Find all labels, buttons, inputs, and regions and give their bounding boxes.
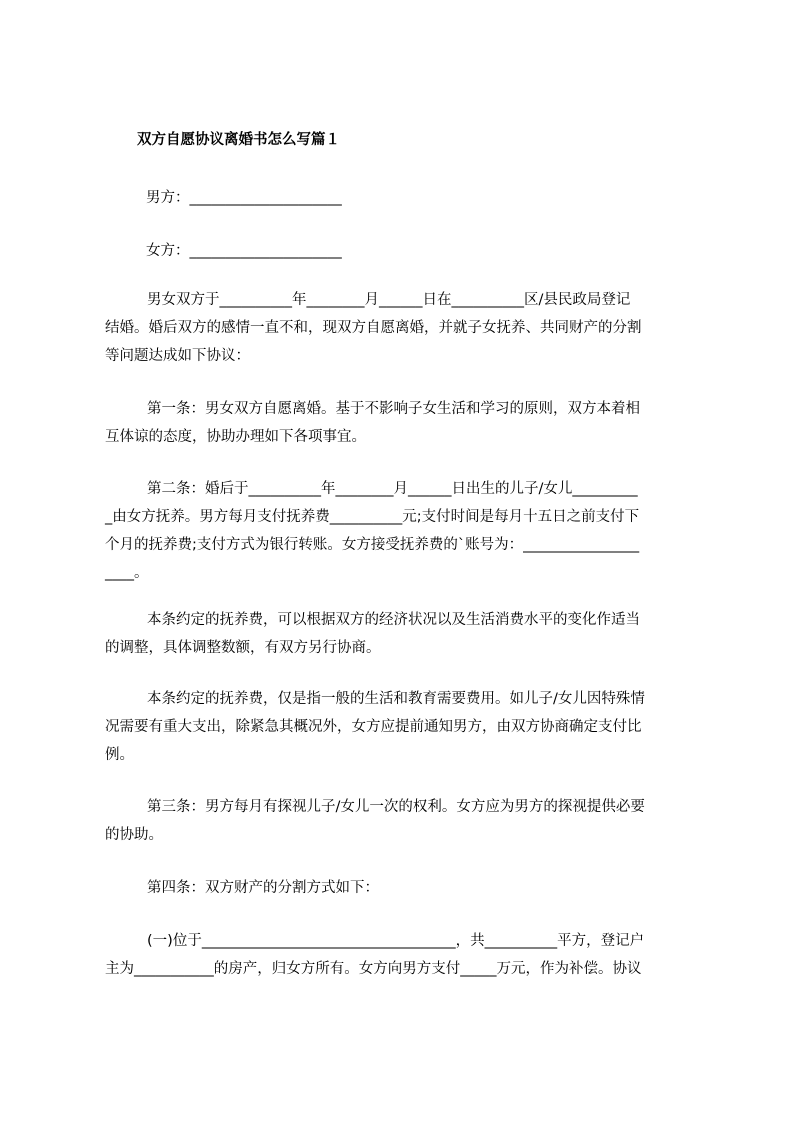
paragraph-line: 第四条：双方财产的分割方式如下： (147, 880, 379, 896)
paragraph-article-1 (105, 395, 699, 451)
paragraph-line: 第二条：婚后于__________年________月______日出生的儿子/女儿_________ (147, 481, 638, 497)
paragraph-line: 男女双方于__________年________月______日在__________区/县民政局登记 (147, 292, 631, 308)
woman-field: 女方：_____________________ (146, 243, 342, 259)
paragraph-line: 况需要有重大支出，除紧急其概况外，女方应提前通知男方，由双方协商确定支付比 (105, 719, 642, 735)
paragraph-line: 本条约定的抚养费，仅是指一般的生活和教育需要费用。如儿子/女儿因特殊情 (147, 691, 645, 707)
paragraph-line: 互体谅的态度，协助办理如下各项事宜。 (105, 429, 366, 445)
paragraph-line: ____。 (105, 565, 149, 581)
paragraph-support-scope (105, 685, 699, 769)
paragraph-line: 的协助。 (105, 827, 163, 843)
paragraph-marriage-info (105, 286, 699, 370)
paragraph-line: 第三条：男方每月有探视儿子/女儿一次的权利。女方应为男方的探视提供必要 (147, 799, 645, 815)
paragraph-support-adjustment (105, 606, 699, 662)
paragraph-line: 本条约定的抚养费，可以根据双方的经济状况以及生活消费水平的变化作适当 (147, 612, 640, 628)
document-title: 双方自愿协议离婚书怎么写篇１ (137, 132, 340, 148)
paragraph-line: _由女方抚养。男方每月支付抚养费__________元;支付时间是每月十五日之前支付下 (105, 509, 640, 525)
paragraph-line: 例。 (105, 747, 134, 763)
paragraph-line: 结婚。婚后双方的感情一直不和，现双方自愿离婚，并就子女抚养、共同财产的分割 (105, 320, 642, 336)
paragraph-line: 个月的抚养费;支付方式为银行转账。女方接受抚养费的`账号为：________________ (105, 537, 640, 553)
paragraph-line: (一)位于___________________________________，共__________平方，登记户 (147, 933, 645, 949)
paragraph-line: 的调整，具体调整数额，有双方另行协商。 (105, 640, 381, 656)
paragraph-line: 主为___________的房产，归女方所有。女方向男方支付_____万元，作为补偿。协议 (105, 961, 642, 977)
paragraph-property-item-1 (105, 927, 699, 983)
paragraph-line: 第一条：男女双方自愿离婚。基于不影响子女生活和学习的原则，双方本着相 (147, 401, 640, 417)
paragraph-article-4 (105, 874, 699, 902)
man-field: 男方：_____________________ (146, 190, 342, 206)
paragraph-line: 等问题达成如下协议： (105, 348, 250, 364)
paragraph-article-2 (105, 475, 699, 587)
paragraph-article-3 (105, 793, 699, 849)
